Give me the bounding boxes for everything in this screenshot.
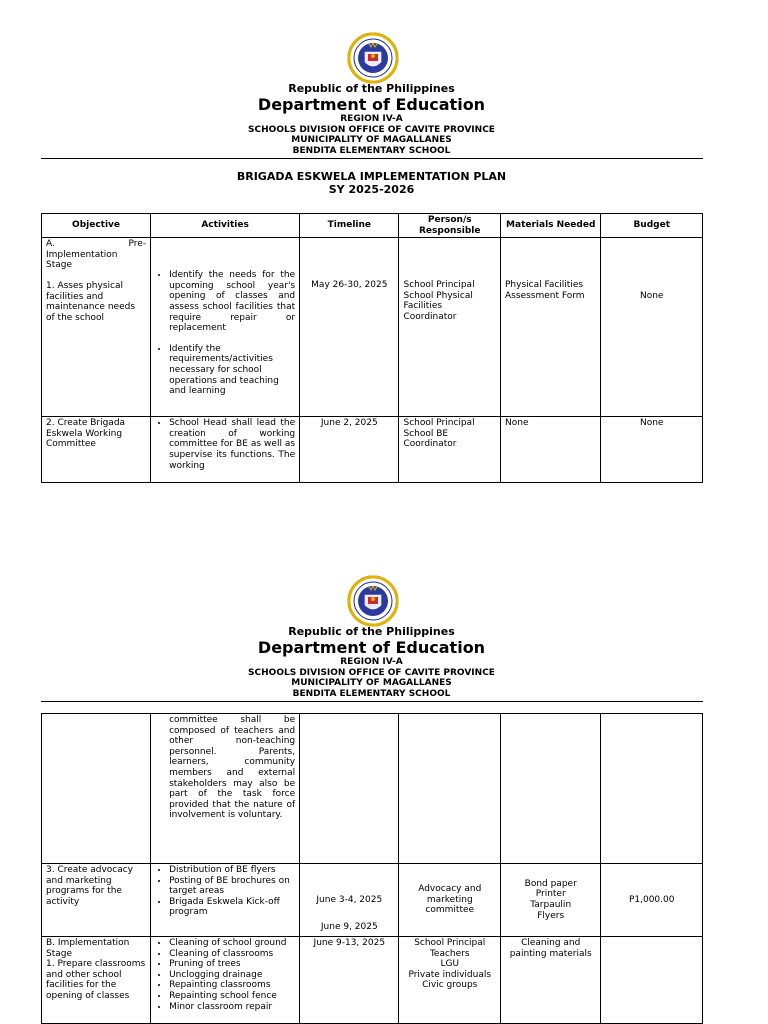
republic-line: Republic of the Philippines <box>288 625 455 638</box>
timeline-cell: May 26-30, 2025 <box>300 238 399 417</box>
timeline-item: June 9, 2025 <box>320 921 378 932</box>
person-item: School Principal <box>403 280 475 291</box>
timeline-cell <box>300 864 399 937</box>
materials-cell: Cleaning and painting materials <box>501 937 601 1024</box>
budget-cell <box>601 714 703 864</box>
header-divider <box>41 701 703 702</box>
activity-continuation: committee shall be composed of teachers and other non-teaching personnel. Parents, learners, community members and external stakeholders may also be part of the task force provided that the nature of involvement is voluntary. <box>169 715 296 821</box>
person-item: Teachers <box>429 948 470 959</box>
department-title: Department of Education <box>257 95 486 114</box>
material-item: Bond paper <box>524 878 577 889</box>
list-item: • Cleaning of classrooms <box>169 949 295 960</box>
school-line: BENDITA ELEMENTARY SCHOOL <box>292 689 451 699</box>
list-item: • Pruning of trees <box>169 959 295 970</box>
activities-cell <box>151 937 300 1024</box>
col-objective: Objective <box>42 214 151 238</box>
persons-cell <box>399 714 501 864</box>
school-year: SY 2025-2026 <box>328 183 415 196</box>
material-item: Printer <box>535 889 566 900</box>
col-timeline: Timeline <box>300 214 399 238</box>
objective-cell: 2. Create Brigada Eskwela Working Committee <box>42 417 151 483</box>
objective-stage: A. Pre-Implementation Stage <box>46 239 147 271</box>
table-row <box>42 864 703 937</box>
budget-cell: None <box>601 238 703 417</box>
material-item: Flyers <box>537 910 565 921</box>
department-title: Department of Education <box>257 638 486 657</box>
deped-seal-logo <box>347 575 399 627</box>
school-line: BENDITA ELEMENTARY SCHOOL <box>292 146 451 156</box>
budget-cell <box>601 937 703 1024</box>
municipality-line: MUNICIPALITY OF MAGALLANES <box>291 678 452 688</box>
col-budget: Budget <box>601 214 703 238</box>
persons-cell: Advocacy and marketing committee <box>399 864 501 937</box>
materials-cell: None <box>501 417 601 483</box>
col-persons: Person/s Responsible <box>399 214 501 238</box>
table-row <box>42 714 703 864</box>
region-line: REGION IV-A <box>340 657 403 667</box>
list-item: • Unclogging drainage <box>169 970 295 981</box>
person-item: School Principal <box>403 418 475 429</box>
materials-cell <box>501 864 601 937</box>
republic-line: Republic of the Philippines <box>288 82 455 95</box>
division-line: SCHOOLS DIVISION OFFICE OF CAVITE PROVINCE <box>248 125 495 135</box>
timeline-cell: June 9-13, 2025 <box>300 937 399 1024</box>
material-item: Tarpaulin <box>530 900 572 910</box>
person-item: Civic groups <box>422 980 478 991</box>
list-item: • Repainting classrooms <box>169 980 295 991</box>
objective-cell <box>42 714 151 864</box>
list-item: • Brigada Eskwela Kick-off program <box>169 897 295 918</box>
region-line: REGION IV-A <box>340 114 403 124</box>
activities-cell <box>151 714 300 864</box>
person-item: School Physical Facilities Coordinator <box>403 290 473 322</box>
objective-text: 1. Asses physical facilities and maintenance needs of the school <box>46 280 136 323</box>
table-row <box>42 937 703 1024</box>
activities-cell <box>151 864 300 937</box>
list-item: • Posting of BE brochures on target areas <box>169 876 295 897</box>
objective-text: 1. Prepare classrooms and other school facilities for the opening of classes <box>46 959 146 1001</box>
objective-cell <box>42 937 151 1024</box>
person-item: LGU <box>440 959 460 970</box>
budget-cell: None <box>601 417 703 483</box>
list-item: • Identify the requirements/activities necessary for school operations and teaching and learning <box>169 344 295 397</box>
plan-title: BRIGADA ESKWELA IMPLEMENTATION PLAN <box>236 170 507 183</box>
persons-cell <box>399 937 501 1024</box>
plan-table-page-2 <box>41 713 703 1024</box>
division-line: SCHOOLS DIVISION OFFICE OF CAVITE PROVINCE <box>248 668 495 678</box>
col-activities: Activities <box>151 214 300 238</box>
person-item: School Principal <box>414 938 486 948</box>
materials-cell <box>501 714 601 864</box>
objective-stage: B. Implementation Stage <box>46 938 130 959</box>
timeline-cell <box>300 714 399 864</box>
timeline-cell: June 2, 2025 <box>300 417 399 483</box>
person-item: Private individuals <box>408 969 492 980</box>
list-item: • Identify the needs for the upcoming school year's opening of classes and assess school facilities that require repair or replacement <box>169 270 295 334</box>
list-item: • Minor classroom repair <box>169 1002 295 1013</box>
budget-cell: P1,000.00 <box>601 864 703 937</box>
list-item: • School Head shall lead the creation of working committee for BE as well as supervise its functions. The working <box>169 418 295 471</box>
list-item: • Distribution of BE flyers <box>169 865 295 876</box>
timeline-item: June 3-4, 2025 <box>316 895 383 905</box>
person-item: School BE Coordinator <box>403 428 457 450</box>
col-materials: Materials Needed <box>501 214 601 238</box>
materials-cell: Physical Facilities Assessment Form <box>501 238 601 417</box>
list-item: • Repainting school fence <box>169 991 295 1002</box>
list-item: • Cleaning of school ground <box>169 938 295 949</box>
municipality-line: MUNICIPALITY OF MAGALLANES <box>291 135 452 145</box>
objective-cell: 3. Create advocacy and marketing programs for the activity <box>42 864 151 937</box>
